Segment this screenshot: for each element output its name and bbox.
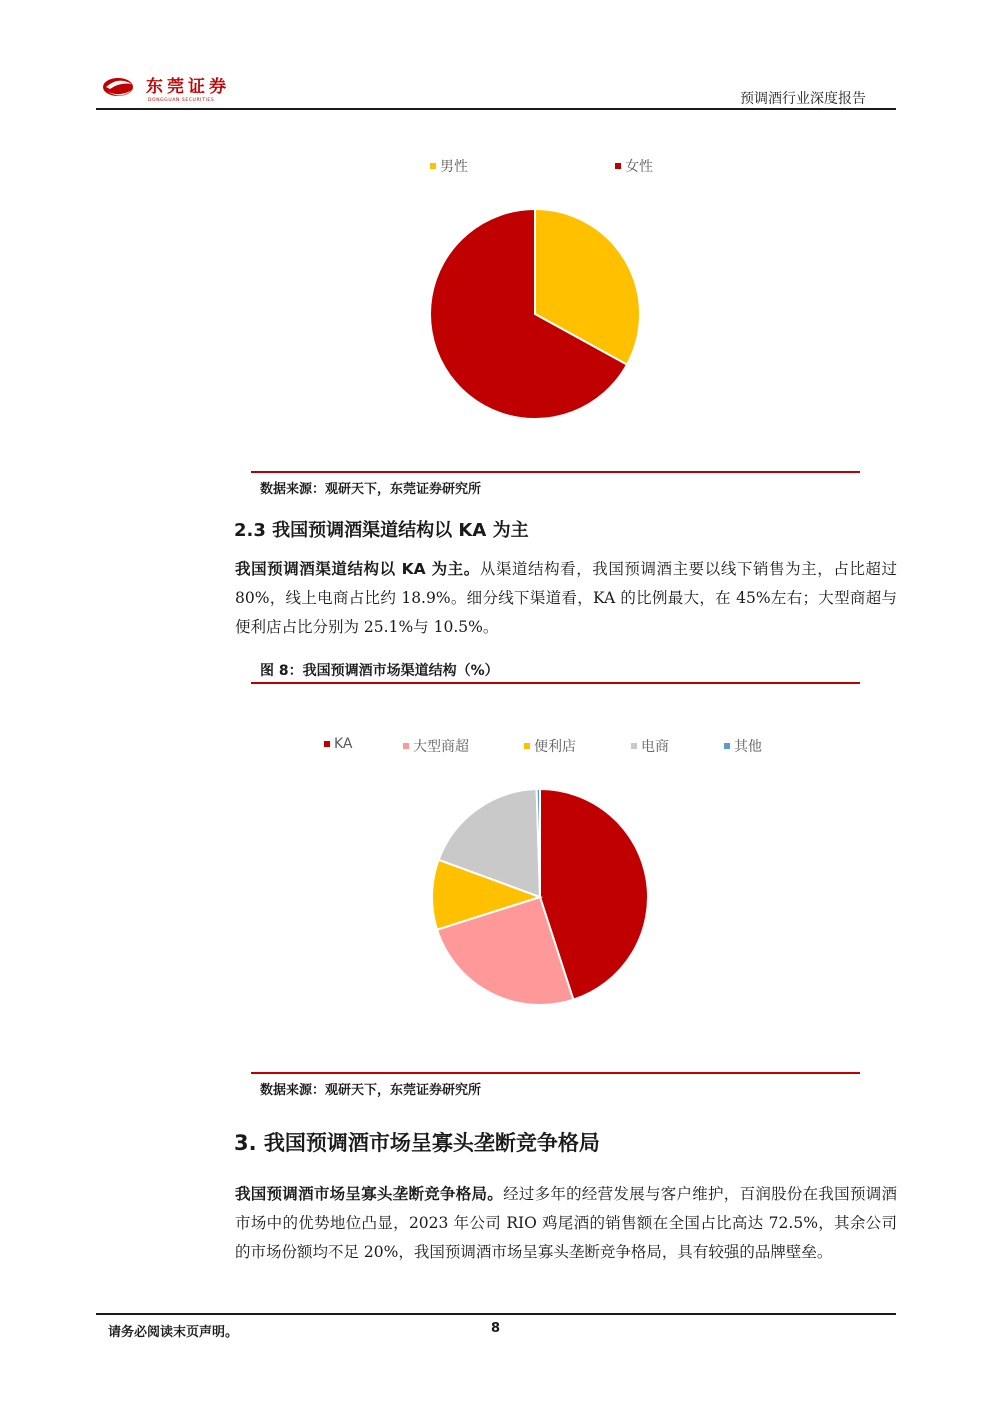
legend-swatch-male [430,163,436,169]
gender-pie-chart [420,200,650,430]
legend-label-hypermarket: 大型商超 [413,739,469,755]
legend-swatch-female [615,163,621,169]
legend-item-male [430,156,468,176]
section-2-3-body: 从渠道结构看，我国预调酒主要以线下销售为主，占比超过 80%，线上电商占比约 18.9%。细分线下渠道看，KA 的比例最大，在 45%左右；大型商超与便利店占比分别为 25.1%与 10.5%。 [235,560,897,636]
legend-label-ka: KA [334,736,353,752]
section-2-3-heading: 2.3 我国预调酒渠道结构以 KA 为主 [234,520,529,541]
figure2-caption: 图 8：我国预调酒市场渠道结构（%） [260,663,499,679]
legend-swatch-convenience [524,743,530,749]
page-number: 8 [491,1321,501,1336]
legend-item-ecommerce [631,736,669,756]
figure2-top-rule [251,682,860,684]
report-title: 预调酒行业深度报告 [740,91,866,107]
dongguan-securities-logo [100,70,260,106]
legend-swatch-hypermarket [403,743,409,749]
footer-disclaimer-note: 请务必阅读末页声明。 [108,1325,239,1340]
legend-item-convenience [524,736,576,756]
legend-item-hypermarket [403,736,469,756]
channel-pie-chart [425,782,655,1012]
figure1-source: 数据来源：观研天下，东莞证券研究所 [260,482,482,497]
legend-label-ecommerce: 电商 [641,739,669,755]
legend-label-other: 其他 [734,739,762,755]
section-3-heading: 3. 我国预调酒市场呈寡头垄断竞争格局 [234,1131,600,1155]
section-3-lead: 我国预调酒市场呈寡头垄断竞争格局。 [235,1185,504,1203]
legend-label-male: 男性 [440,159,468,175]
legend-item-female [615,156,653,176]
section-3-paragraph [235,1180,897,1267]
header-divider [96,108,896,110]
logo-text: 东莞证券 [146,77,230,97]
logo-mark-icon [103,78,133,96]
section-2-3-paragraph [235,555,897,642]
footer-divider [96,1313,896,1315]
figure2-source: 数据来源：观研天下，东莞证券研究所 [260,1083,482,1098]
figure2-bottom-rule [251,1072,860,1074]
legend-item-other [724,736,762,756]
section-3-body: 经过多年的经营发展与客户维护，百润股份在我国预调酒市场中的优势地位凸显，2023 年公司 RIO 鸡尾酒的销售额在全国占比高达 72.5%，其余公司的市场份额均不足 20%，我国预调酒市场呈寡头垄断竞争格局，具有较强的品牌壁垒。 [235,1185,897,1261]
legend-swatch-ecommerce [631,743,637,749]
figure1-bottom-rule [251,471,860,473]
legend-item-ka [324,736,353,752]
section-2-3-lead: 我国预调酒渠道结构以 KA 为主。 [235,560,480,578]
legend-label-convenience: 便利店 [534,739,576,755]
legend-swatch-ka [324,741,330,747]
legend-label-female: 女性 [625,159,653,175]
logo-subtext: DONGGUAN SECURITIES [148,98,215,103]
legend-swatch-other [724,743,730,749]
